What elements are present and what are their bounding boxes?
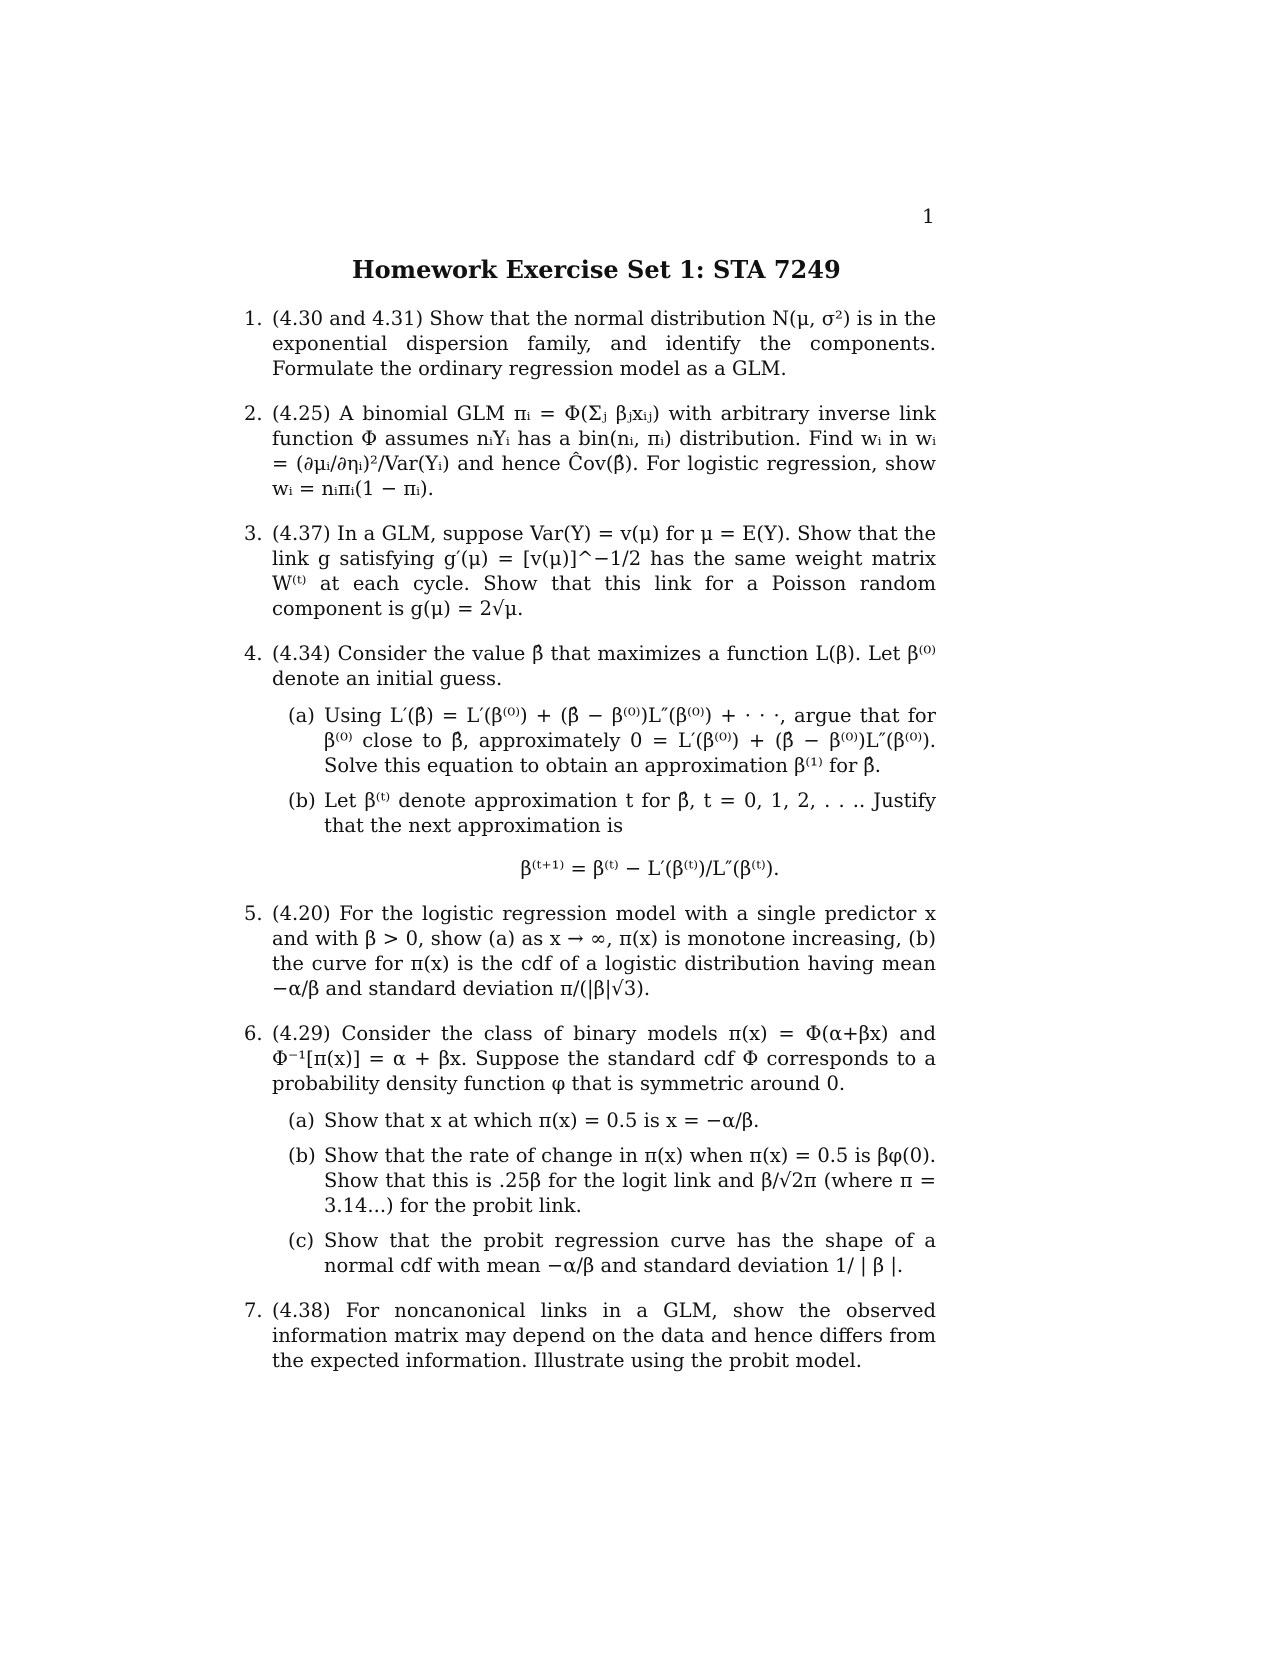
subpart-4b xyxy=(288,788,936,881)
problem-number: 6. xyxy=(244,1022,263,1045)
problem-number: 2. xyxy=(244,402,263,425)
problem-text: (4.25) A binomial GLM πᵢ = Φ(Σⱼ βⱼxᵢⱼ) with arbitrary inverse link function Φ assumes nᵢYᵢ has a bin(nᵢ, πᵢ) distribution. Find wᵢ in wᵢ = (∂μᵢ/∂ηᵢ)²/Var(Yᵢ) and hence Ĉov(β̂). For logistic regression, show wᵢ = nᵢπᵢ(1 − πᵢ). xyxy=(272,402,936,500)
display-equation: β⁽ᵗ⁺¹⁾ = β⁽ᵗ⁾ − L′(β⁽ᵗ⁾)/L″(β⁽ᵗ⁾). xyxy=(520,857,780,880)
problem-5 xyxy=(244,901,936,1001)
subpart-text: Let β⁽ᵗ⁾ denote approximation t for β̂, t = 0, 1, 2, . . .. Justify that the next approximation is xyxy=(324,789,936,837)
problem-6 xyxy=(244,1021,936,1278)
subpart-list xyxy=(272,1108,936,1278)
problem-1 xyxy=(244,306,936,381)
subpart-4a xyxy=(288,703,936,778)
problem-number: 7. xyxy=(244,1299,263,1322)
problem-number: 4. xyxy=(244,642,263,665)
problem-3 xyxy=(244,521,936,621)
subpart-label: (b) xyxy=(288,789,316,812)
problem-2 xyxy=(244,401,936,501)
problem-7 xyxy=(244,1298,936,1373)
subpart-text: Show that the probit regression curve has the shape of a normal cdf with mean −α/β and standard deviation 1/ | β |. xyxy=(324,1229,936,1277)
subpart-text: Show that the rate of change in π(x) when π(x) = 0.5 is βφ(0). Show that this is .25β for the logit link and β/√2π (where π = 3.14...) for the probit link. xyxy=(324,1144,936,1217)
problem-text: (4.34) Consider the value β̂ that maximizes a function L(β). Let β⁽⁰⁾ denote an initial guess. xyxy=(272,642,936,690)
problem-text: (4.29) Consider the class of binary models π(x) = Φ(α+βx) and Φ⁻¹[π(x)] = α + βx. Suppose the standard cdf Φ corresponds to a probability density function φ that is symmetric around 0. xyxy=(272,1022,936,1095)
subpart-text: Show that x at which π(x) = 0.5 is x = −α/β. xyxy=(324,1109,760,1132)
problem-number: 5. xyxy=(244,902,263,925)
subpart-label: (a) xyxy=(288,704,315,727)
problem-text: (4.20) For the logistic regression model with a single predictor x and with β > 0, show (a) as x → ∞, π(x) is monotone increasing, (b) the curve for π(x) is the cdf of a logistic distribution having mean −α/β and standard deviation π/(|β|√3). xyxy=(272,902,936,1000)
problem-text: (4.30 and 4.31) Show that the normal distribution N(μ, σ²) is in the exponential dispersion family, and identify the components. Formulate the ordinary regression model as a GLM. xyxy=(272,307,936,380)
problem-4 xyxy=(244,641,936,881)
subpart-6a xyxy=(288,1108,936,1133)
subpart-label: (c) xyxy=(288,1229,315,1252)
subpart-label: (b) xyxy=(288,1144,316,1167)
problem-list xyxy=(244,306,936,1393)
problem-number: 3. xyxy=(244,522,263,545)
problem-text: (4.37) In a GLM, suppose Var(Y) = v(μ) for μ = E(Y). Show that the link g satisfying g′(μ) = [v(μ)]^−1/2 has the same weight matrix W⁽ᵗ⁾ at each cycle. Show that this link for a Poisson random component is g(μ) = 2√μ. xyxy=(272,522,936,620)
page-number: 1 xyxy=(922,204,935,228)
subpart-text: Using L′(β̂) = L′(β⁽⁰⁾) + (β̂ − β⁽⁰⁾)L″(β⁽⁰⁾) + · · ·, argue that for β⁽⁰⁾ close to β̂, approximately 0 = L′(β⁽⁰⁾) + (β̂ − β⁽⁰⁾)L″(β⁽⁰⁾). Solve this equation to obtain an approximation β⁽¹⁾ for β̂. xyxy=(324,704,936,777)
subpart-list xyxy=(272,703,936,881)
problem-number: 1. xyxy=(244,307,263,330)
page-title: Homework Exercise Set 1: STA 7249 xyxy=(352,255,841,284)
problem-text: (4.38) For noncanonical links in a GLM, show the observed information matrix may depend on the data and hence differs from the expected information. Illustrate using the probit model. xyxy=(272,1299,936,1372)
subpart-label: (a) xyxy=(288,1109,315,1132)
subpart-6b xyxy=(288,1143,936,1218)
subpart-6c xyxy=(288,1228,936,1278)
